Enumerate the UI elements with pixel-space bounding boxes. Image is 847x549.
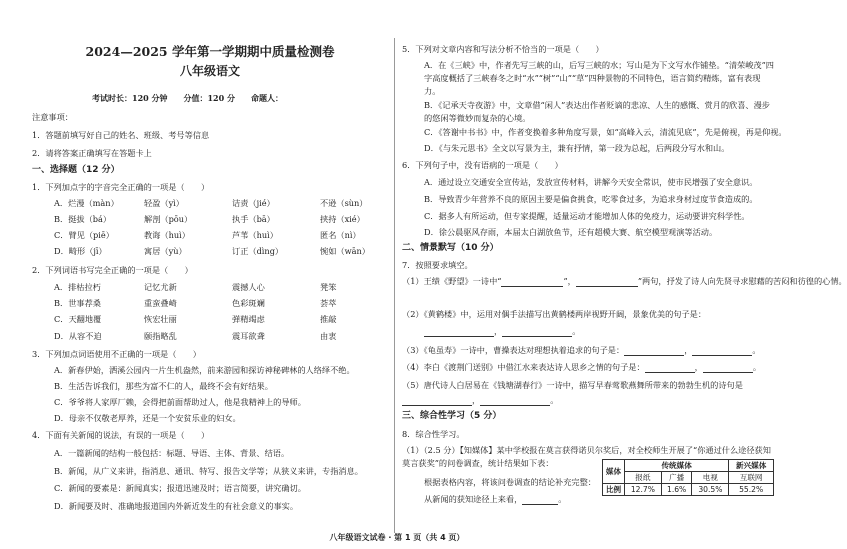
fill-text: ， bbox=[472, 395, 481, 405]
page-footer: 八年级语文试卷 · 第 1 页（共 4 页） bbox=[329, 533, 465, 542]
fill-text: 。 bbox=[550, 395, 559, 405]
fill-item bbox=[402, 362, 761, 373]
option: 弹精竭虑 bbox=[232, 314, 265, 324]
answer-blank[interactable] bbox=[424, 328, 494, 337]
answer-blank[interactable] bbox=[576, 278, 638, 287]
answer-blank[interactable] bbox=[402, 397, 472, 406]
option: 寓居（yù） bbox=[144, 246, 187, 256]
fill-item bbox=[402, 308, 774, 321]
table-header: 报纸 bbox=[625, 472, 662, 484]
fill-text: （5）唐代诗人白居易在《钱塘湖春行》一诗中，描写早春莺歌燕舞所带来的勃勃生机的诗句是 bbox=[402, 380, 743, 390]
option: 惋如（wān） bbox=[320, 246, 370, 256]
question-stem: 8．综合性学习。 bbox=[402, 429, 465, 439]
question-text: 根据表格内容，将该问卷调查的结论补充完整： bbox=[424, 477, 596, 487]
option: D．母亲不仅敬老厚养，还是一个安贫乐业的妇女。 bbox=[54, 413, 241, 423]
option: C．《答谢中书书》中，作者变换着多种角度写景，如“高峰入云，清流见底”，先是俯视，再是仰视。 bbox=[424, 127, 787, 137]
option: A．一篇新闻的结构一般包括：标题、导语、主体、背景、结语。 bbox=[54, 448, 290, 458]
question-stem: 3．下列加点词语使用不正确的一项是（ ） bbox=[32, 349, 201, 359]
table-header: 传统媒体 bbox=[625, 460, 729, 472]
left-column bbox=[32, 0, 388, 530]
option: 凳笨 bbox=[320, 282, 337, 292]
answer-blank[interactable] bbox=[501, 278, 563, 287]
fill-text: ， bbox=[694, 362, 703, 372]
question-stem: 4．下面有关新闻的说法，有误的一项是（ ） bbox=[32, 430, 210, 440]
option: 订正（dìng） bbox=[232, 246, 284, 256]
option: 匿名（nì） bbox=[320, 230, 361, 240]
option: A．新春伊始，洒溪公园内一片生机盎然，前来游园和探访神秘碑林的人络绎不绝。 bbox=[54, 365, 355, 375]
option: 轻盈（yì） bbox=[144, 198, 184, 208]
option: 记忆尤新 bbox=[144, 282, 177, 292]
question-stem: 7．按照要求填空。 bbox=[402, 260, 473, 270]
fill-text: 。 bbox=[572, 326, 581, 336]
option: B．新闻，从广义来讲，指消息、通讯、特写、报告文学等；从狭义来讲，专指消息。 bbox=[54, 466, 363, 476]
option: D．新闻要及时、准确地报道国内外新近发生的有社会意义的事实。 bbox=[54, 501, 299, 511]
option: C．新闻的要素是：新闻真实；报道迅速及时；语言简要，讲究确切。 bbox=[54, 483, 306, 493]
table-header: 电视 bbox=[692, 472, 729, 484]
section-heading: 二、情景默写（10 分） bbox=[402, 243, 499, 253]
fill-item: 从新闻的获知途径上来看， 。 bbox=[424, 494, 567, 504]
table-cell: 55.2% bbox=[729, 484, 774, 496]
fill-text: （4）李白《渡荆门送别》中借江水来表达诗人思乡之情的句子是： bbox=[402, 362, 645, 372]
option: B．导致青少年营养不良的原因主要是偏食挑食，吃零食过多，为追求身材过度节食造成的。 bbox=[424, 194, 758, 204]
option: C．天翻地覆 bbox=[54, 314, 102, 324]
table-header: 新兴媒体 bbox=[729, 460, 774, 472]
fill-text: ”， bbox=[563, 276, 576, 286]
option: B．挺拔（bá） bbox=[54, 214, 112, 224]
answer-blank[interactable] bbox=[522, 496, 558, 505]
table-cell: 1.6% bbox=[661, 484, 692, 496]
fill-text: （2）《黄鹤楼》中，运用对偶手法描写出黄鹤楼两岸视野开阔，景象优美的句子是： bbox=[402, 309, 707, 319]
option: A．通过设立交通安全宣传站，发放宣传材料，讲解今天安全常识，使市民增强了安全意识。 bbox=[424, 177, 758, 187]
note-item: 2．请将答案正确填写在答题卡上 bbox=[32, 148, 152, 158]
option: C．臂见（piē） bbox=[54, 230, 114, 240]
option: 重蛮叠崎 bbox=[144, 298, 177, 308]
answer-blank[interactable] bbox=[502, 328, 572, 337]
option: 推敲 bbox=[320, 314, 337, 324]
option: 执手（bā） bbox=[232, 214, 275, 224]
option: A．排枯拉朽 bbox=[54, 282, 101, 292]
question-text: （1）（2.5 分）【知媒体】某中学校报在莫言获得诺贝尔奖后，对全校师生开展了“你通过什么途径获知莫言获奖”的问卷调查，统计结果如下表： bbox=[402, 445, 771, 468]
option: 挟持（xié） bbox=[320, 214, 365, 224]
option: 震耳欲聋 bbox=[232, 331, 265, 341]
fill-text: （3）《龟虽寿》一诗中，曹操表达对理想执着追求的句子是： bbox=[402, 345, 625, 355]
table-cell: 12.7% bbox=[625, 484, 662, 496]
option: D．畸形（jī） bbox=[54, 246, 107, 256]
option: D．从容不迫 bbox=[54, 331, 102, 341]
option: A．烂漫（màn） bbox=[54, 198, 119, 208]
exam-meta: 考试时长：120 分钟 分值：120 分 命题人： bbox=[92, 93, 283, 103]
fill-item bbox=[402, 379, 774, 392]
option: 震撼人心 bbox=[232, 282, 265, 292]
fill-item bbox=[424, 326, 580, 337]
question-stem: 1．下列加点字的字音完全正确的一项是（ ） bbox=[32, 182, 210, 192]
notes-heading: 注意事项： bbox=[32, 112, 73, 122]
table-header: 广播 bbox=[661, 472, 692, 484]
answer-blank[interactable] bbox=[645, 364, 695, 373]
option: 不逊（sùn） bbox=[320, 198, 368, 208]
exam-subtitle: 八年级语文 bbox=[179, 64, 240, 78]
fill-text: （1）王绩《野望》一诗中“ bbox=[402, 276, 502, 286]
option: B．世事荐桑 bbox=[54, 298, 101, 308]
question-stem: 2．下列词语书写完全正确的一项是（ ） bbox=[32, 265, 193, 275]
option: D．徐公晨驱风存雨，本届太白湖放鱼节，还有超模大赛、航空模型观演等活动。 bbox=[424, 227, 718, 237]
question-stem: 5．下列对文章内容和写法分析不恰当的一项是（ ） bbox=[402, 44, 604, 54]
answer-blank[interactable] bbox=[692, 347, 752, 356]
question-stem: 6．下列句子中，没有语病的一项是（ ） bbox=[402, 160, 563, 170]
option: C．据多人有所运动，但专家提醒，适量运动才能增加人体的免疫力，运动要讲究科学性。 bbox=[424, 211, 750, 221]
fill-item bbox=[402, 276, 847, 287]
note-item: 1．答题前填写好自己的姓名、班级、考号等信息 bbox=[32, 130, 210, 140]
table-cell: 30.5% bbox=[692, 484, 729, 496]
option: 色彩斑斓 bbox=[232, 298, 265, 308]
section-heading: 一、选择题（12 分） bbox=[32, 165, 120, 175]
fill-text: 。 bbox=[752, 345, 761, 355]
option: 芦苇（huì） bbox=[232, 230, 278, 240]
option: D．《与朱元思书》全文以写景为主，兼有抒情，第一段为总起，后两段分写水和山。 bbox=[424, 143, 730, 153]
table-header: 媒体 bbox=[603, 460, 625, 484]
media-stat-table bbox=[602, 459, 774, 496]
table-header: 互联网 bbox=[729, 472, 774, 484]
fill-text: 。 bbox=[752, 362, 762, 372]
option: 解剖（pōu） bbox=[144, 214, 193, 224]
fill-item bbox=[402, 395, 558, 406]
answer-blank[interactable] bbox=[703, 364, 753, 373]
fill-text: ”两句，抒发了诗人向先贤寻求慰藉的苦闷和彷徨的心情。 bbox=[637, 276, 847, 286]
fill-text: ， bbox=[494, 326, 503, 336]
option: 教诲（huì） bbox=[144, 230, 190, 240]
option: C．爷爷将人家厚厂赖，会得把前面帮助过人，他是我精神上的导师。 bbox=[54, 397, 306, 407]
option: B．生活告诉我们，那些为富不仁的人，最终不会有好结果。 bbox=[54, 381, 273, 391]
option: B．《记承天寺夜游》中，文章借“闲人”表达出作者贬谪的悲凉、人生的感慨、赏月的欣喜、漫步的悠闲等微妙而复杂的心境。 bbox=[424, 100, 770, 123]
option: 颐指略乱 bbox=[144, 331, 177, 341]
right-column bbox=[402, 0, 847, 530]
option: 荟萃 bbox=[320, 298, 337, 308]
fill-item bbox=[402, 345, 761, 356]
section-heading: 三、综合性学习（5 分） bbox=[402, 411, 502, 421]
answer-blank[interactable] bbox=[480, 397, 550, 406]
option: 由衷 bbox=[320, 331, 337, 341]
table-row-label: 比例 bbox=[603, 484, 625, 496]
option: A．在《三峡》中，作者先写三峡的山，后写三峡的水；写山是为下文写水作铺垫。“清荣峻茂”四字高度概括了三峡春冬之时“水”“树”“山”“草”四种景物的不同特色，语言简约精炼，富有表现力。 bbox=[424, 60, 774, 96]
exam-title: 2024—2025 学年第一学期期中质量检测卷 bbox=[85, 44, 335, 59]
column-divider bbox=[394, 38, 395, 533]
option: 恢宏壮丽 bbox=[144, 314, 177, 324]
option: 诘责（jié） bbox=[232, 198, 275, 208]
answer-blank[interactable] bbox=[624, 347, 684, 356]
fill-text: 从新闻的获知途径上来看， bbox=[424, 494, 523, 504]
fill-text: ， bbox=[684, 345, 693, 355]
